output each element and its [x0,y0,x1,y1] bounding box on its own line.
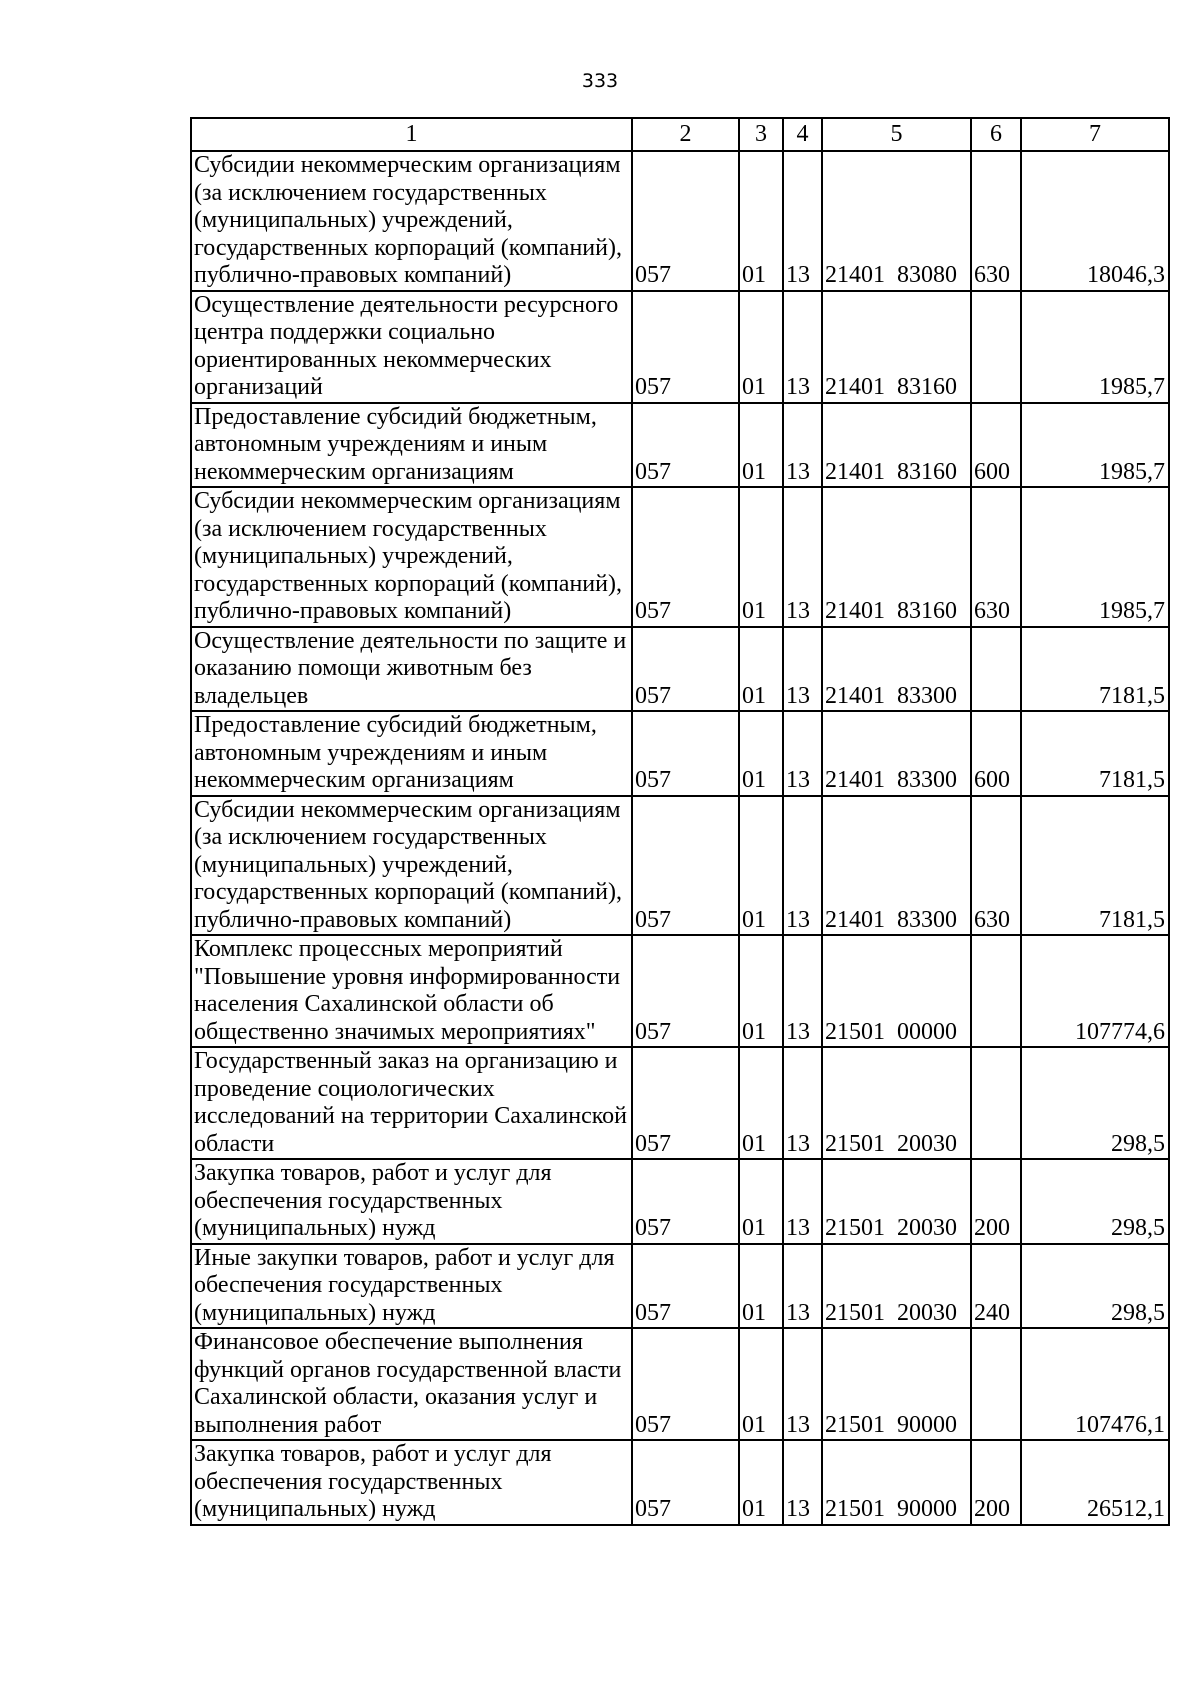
row-subsection: 13 [783,935,822,1047]
row-expense-type: 600 [971,403,1021,488]
row-target-article: 21501 20030 [822,1159,971,1244]
row-target-article: 21501 20030 [822,1244,971,1329]
row-name: Закупка товаров, работ и услуг для обеспечения государственных (муниципальных) нужд [191,1159,632,1244]
table-row [191,151,1169,291]
row-subsection: 13 [783,1244,822,1329]
table-row [191,487,1169,627]
row-expense-type: 600 [971,711,1021,796]
row-name: Закупка товаров, работ и услуг для обеспечения государственных (муниципальных) нужд [191,1440,632,1525]
row-section: 01 [739,151,783,291]
row-amount: 7181,5 [1021,627,1169,712]
row-section: 01 [739,1244,783,1329]
table-row [191,627,1169,712]
row-code: 057 [632,711,739,796]
row-section: 01 [739,627,783,712]
row-section: 01 [739,1159,783,1244]
row-amount: 26512,1 [1021,1440,1169,1525]
table-row [191,1440,1169,1525]
column-header: 4 [783,118,822,151]
row-subsection: 13 [783,1159,822,1244]
row-expense-type: 630 [971,796,1021,936]
row-section: 01 [739,1328,783,1440]
row-expense-type: 240 [971,1244,1021,1329]
column-header: 6 [971,118,1021,151]
row-name: Осуществление деятельности по защите и оказанию помощи животным без владельцев [191,627,632,712]
row-amount: 7181,5 [1021,711,1169,796]
row-amount: 7181,5 [1021,796,1169,936]
page-number: 333 [581,70,619,92]
row-expense-type [971,627,1021,712]
row-amount: 298,5 [1021,1244,1169,1329]
row-amount: 298,5 [1021,1047,1169,1159]
row-subsection: 13 [783,1047,822,1159]
row-name: Субсидии некоммерческим организациям (за исключением государственных (муниципальных) учреждений, государственных корпораций (компаний), публично-правовых компаний) [191,796,632,936]
table-row [191,796,1169,936]
row-target-article: 21401 83160 [822,291,971,403]
row-expense-type: 200 [971,1440,1021,1525]
row-subsection: 13 [783,151,822,291]
table-row [191,291,1169,403]
row-code: 057 [632,1047,739,1159]
row-name: Комплекс процессных мероприятий "Повышение уровня информированности населения Сахалинской области об общественно значимых мероприятиях" [191,935,632,1047]
row-subsection: 13 [783,1440,822,1525]
row-expense-type [971,1328,1021,1440]
row-amount: 18046,3 [1021,151,1169,291]
row-target-article: 21401 83300 [822,711,971,796]
column-header: 1 [191,118,632,151]
row-target-article: 21501 00000 [822,935,971,1047]
table-row [191,1244,1169,1329]
budget-table [190,117,1170,1526]
row-section: 01 [739,403,783,488]
row-subsection: 13 [783,403,822,488]
row-name: Осуществление деятельности ресурсного центра поддержки социально ориентированных некоммерческих организаций [191,291,632,403]
row-expense-type: 200 [971,1159,1021,1244]
row-code: 057 [632,796,739,936]
row-target-article: 21401 83300 [822,627,971,712]
row-target-article: 21401 83160 [822,487,971,627]
row-target-article: 21401 83300 [822,796,971,936]
row-section: 01 [739,487,783,627]
column-header: 3 [739,118,783,151]
row-code: 057 [632,1328,739,1440]
row-name: Государственный заказ на организацию и проведение социологических исследований на территории Сахалинской области [191,1047,632,1159]
row-code: 057 [632,1159,739,1244]
row-code: 057 [632,151,739,291]
row-subsection: 13 [783,1328,822,1440]
row-code: 057 [632,1440,739,1525]
row-section: 01 [739,935,783,1047]
row-code: 057 [632,627,739,712]
row-subsection: 13 [783,291,822,403]
row-amount: 1985,7 [1021,291,1169,403]
table-row [191,403,1169,488]
row-section: 01 [739,1047,783,1159]
row-name: Финансовое обеспечение выполнения функций органов государственной власти Сахалинской области, оказания услуг и выполнения работ [191,1328,632,1440]
row-expense-type [971,1047,1021,1159]
row-expense-type: 630 [971,151,1021,291]
table-row [191,1159,1169,1244]
row-code: 057 [632,935,739,1047]
row-expense-type [971,935,1021,1047]
table-row [191,1047,1169,1159]
row-code: 057 [632,1244,739,1329]
header-row [191,118,1169,151]
row-expense-type [971,291,1021,403]
row-name: Субсидии некоммерческим организациям (за исключением государственных (муниципальных) учреждений, государственных корпораций (компаний), публично-правовых компаний) [191,487,632,627]
row-amount: 1985,7 [1021,403,1169,488]
row-target-article: 21501 90000 [822,1440,971,1525]
row-subsection: 13 [783,627,822,712]
row-code: 057 [632,487,739,627]
row-section: 01 [739,291,783,403]
table-body [191,118,1169,1525]
row-name: Предоставление субсидий бюджетным, автономным учреждениям и иным некоммерческим организациям [191,403,632,488]
row-subsection: 13 [783,711,822,796]
row-code: 057 [632,291,739,403]
row-expense-type: 630 [971,487,1021,627]
row-name: Иные закупки товаров, работ и услуг для обеспечения государственных (муниципальных) нужд [191,1244,632,1329]
row-amount: 107774,6 [1021,935,1169,1047]
row-section: 01 [739,1440,783,1525]
row-subsection: 13 [783,487,822,627]
row-name: Предоставление субсидий бюджетным, автономным учреждениям и иным некоммерческим организациям [191,711,632,796]
row-target-article: 21501 90000 [822,1328,971,1440]
table-row [191,1328,1169,1440]
row-target-article: 21501 20030 [822,1047,971,1159]
row-section: 01 [739,711,783,796]
row-amount: 107476,1 [1021,1328,1169,1440]
row-code: 057 [632,403,739,488]
row-subsection: 13 [783,796,822,936]
table-row [191,711,1169,796]
row-amount: 298,5 [1021,1159,1169,1244]
column-header: 7 [1021,118,1169,151]
row-section: 01 [739,796,783,936]
table-row [191,935,1169,1047]
column-header: 5 [822,118,971,151]
row-target-article: 21401 83160 [822,403,971,488]
row-amount: 1985,7 [1021,487,1169,627]
row-target-article: 21401 83080 [822,151,971,291]
column-header: 2 [632,118,739,151]
row-name: Субсидии некоммерческим организациям (за исключением государственных (муниципальных) учреждений, государственных корпораций (компаний), публично-правовых компаний) [191,151,632,291]
